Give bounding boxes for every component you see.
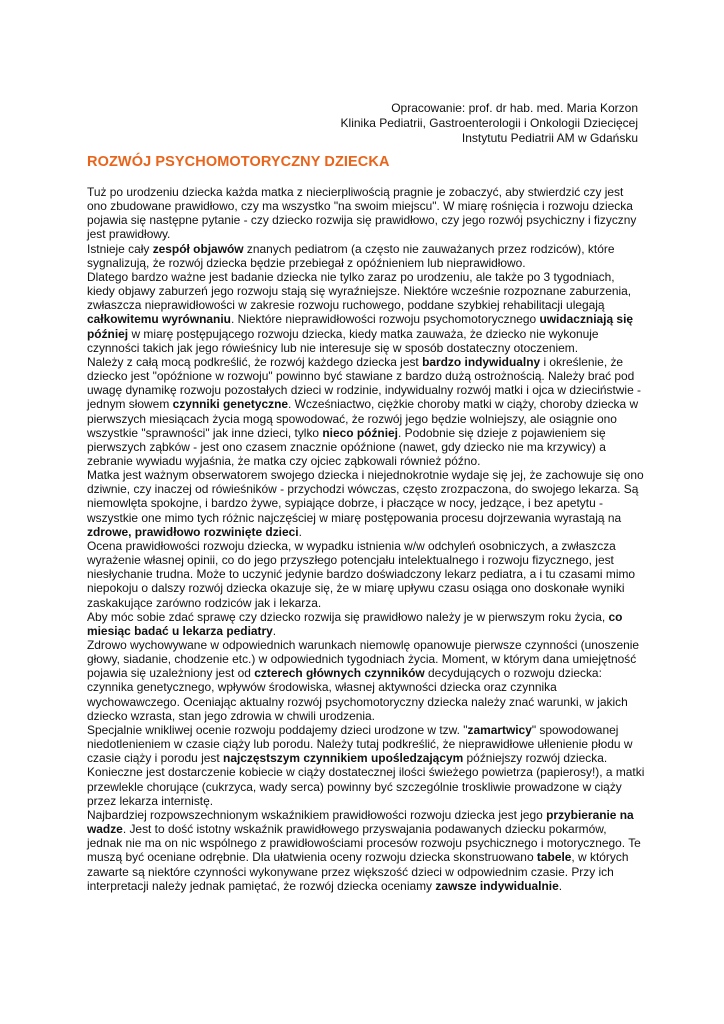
paragraph [87, 808, 645, 893]
emphasis-text: tabele [536, 850, 572, 865]
paragraph-text: Należy z całą mocą podkreślić, że rozwój każdego dziecka jest [87, 354, 423, 369]
paragraph [87, 468, 645, 539]
paragraph-text: . Podobnie się dzieje z pojawieniem się pierwszych ząbków - jest ono czasem znacznie opóźnione (nawet, gdy dziecko nie ma krzywicy) a zebranie wywiadu wyjaśnia, że matka czy ojciec ząbkowali również późno. [87, 425, 606, 468]
paragraph [87, 539, 645, 610]
paragraph-text: Zdrowo wychowywane w odpowiednich warunkach niemowlę opanowuje pierwsze czynności (unoszenie głowy, siadanie, chodzenie etc.) w odpowiednich tygodniach życia. Moment, w którym dana umiejętność pojawia się uzależniony jest od [87, 638, 640, 681]
emphasis-text: co miesiąc badać u lekarza pediatry [87, 609, 623, 638]
emphasis-text: całkowitemu wyrównaniu [87, 312, 231, 327]
paragraph-text: Ocena prawidłowości rozwoju dziecka, w wypadku istnienia w/w odchyleń osobniczych, a zwłaszcza wyrażenie własnej opinii, co do jego przyszłego potencjału intelektualnego i rozwoju fizycznego, jest niesłychanie trudna. Może to uczynić jedynie bardzo doświadczony lekarz pediatra, a i tu czasami mimo niepokoju o dalszy rozwój dziecka okazuje się, że w miarę upływu czasu osiąga ono doskonałe wyniki zaskakujące zarówno rodziców jak i lekarza. [87, 538, 636, 610]
paragraph [87, 638, 645, 723]
document-body [87, 185, 645, 893]
paragraph-text: znanych pediatrom (a często nie zauważanych przez rodziców), które sygnalizują, że rozwój dziecka będzie przebiegał z opóźnieniem lub nieprawidłowo. [87, 241, 615, 270]
paragraph-text: . [298, 524, 302, 539]
paragraph-text: decydujących o rozwoju dziecka: czynnika genetycznego, wpływów środowiska, własnej aktywności dziecka oraz czynnika wychowawczego. Oceniając aktualny rozwój psychomotoryczny dziecka należy znać warunki, w jakich dziecko wzrasta, stan jego zdrowia w chwili urodzenia. [87, 666, 628, 723]
author-line: Opracowanie: prof. dr hab. med. Maria Korzon [391, 101, 638, 115]
emphasis-text: nieco później [322, 425, 398, 440]
paragraph-text: Najbardziej rozpowszechnionym wskaźnikiem prawidłowości rozwoju dziecka jest jego [87, 807, 547, 822]
paragraph-text: w miarę postępującego rozwoju dziecka, kiedy matka zauważa, że dziecko nie wykonuje czynności takich jak jego rówieśnicy lub nie interesuje się w sposób dostateczny otoczeniem. [87, 326, 599, 355]
emphasis-text: przybieranie na wadze [87, 807, 634, 837]
paragraph-text: . [272, 623, 277, 638]
paragraph-text: . Niektóre nieprawidłowości rozwoju psychomotorycznego [230, 312, 540, 327]
paragraph-text: i określenie, że dziecko jest "opóźnione w rozwoju" powinno być stawiane z bardzo dużą ostrożnością. Należy brać pod uwagę dynamikę rozwoju pozostałych dzieci w rodzinie, indywidualny rozwój matki i ojca w dzieciństwie - jednym słowem [87, 354, 642, 412]
institute-line: Instytutu Pediatrii AM w Gdańsku [461, 131, 638, 145]
paragraph [87, 270, 645, 355]
emphasis-text: zespół objawów [152, 241, 244, 256]
paragraph-text: " spowodowanej niedotlenieniem w czasie ciąży lub porodu. Należy tutaj podkreślić, że nieprawidłowe ułlenienie płodu w czasie ciąży i porodu jest [87, 722, 633, 766]
paragraph [87, 610, 645, 638]
paragraph [87, 723, 645, 808]
paragraph [87, 185, 645, 242]
paragraph-text: późniejszy rozwój dziecka. Konieczne jest dostarczenie kobiecie w ciąży dostatecznej ilości świeżego powietrza (papierosy!), a matki przewlekle chorujące (cukrzyca, wady serca) powinny być szczególnie troskliwie prowadzone w ciąży przez lekarza internistę. [87, 751, 645, 808]
paragraph-text: Tuż po urodzeniu dziecka każda matka z niecierpliwością pragnie je zobaczyć, aby stwierdzić czy jest ono zbudowane prawidłowo, czy ma wszystko "na swoim miejscu". W miarę rośnięcia i rozwoju dziecka pojawia się następne pytanie - czy dziecko rozwija się prawidłowo, czy jego rozwój psychiczny i fizyczny jest prawidłowy. [87, 185, 637, 242]
paragraph [87, 355, 645, 468]
emphasis-text: zamartwicy [467, 722, 532, 737]
paragraph-text: . [558, 878, 563, 893]
emphasis-text: czterech głównych czynników [254, 666, 425, 681]
document-title: ROZWÓJ PSYCHOMOTORYCZNY DZIECKA [87, 154, 390, 170]
emphasis-text: zawsze indywidualnie [435, 878, 559, 893]
emphasis-text: bardzo indywidualny [422, 354, 541, 369]
author-block [118, 101, 638, 146]
paragraph-text: . Wcześniactwo, ciężkie choroby matki w ciąży, choroby dziecka w pierwszych miesiącach życia mogą spowodować, że rozwój jego będzie wolniejszy, ale osiągnie ono wszystkie "sprawności" jak inne dzieci, tylko [87, 397, 639, 440]
paragraph-text: Specjalnie wnikliwej ocenie rozwoju poddajemy dzieci urodzone w tzw. " [87, 722, 468, 737]
paragraph-text: Matka jest ważnym obserwatorem swojego dziecka i niejednokrotnie wydaje się jej, że zachowuje się ono dziwnie, czy inaczej od rówieśników - przychodzi wówczas, często zrozpaczona, do swojego lekarza. Są niemowlęta spokojne, i bardzo żywe, sypiające dobrze, i płaczące w nocy, jedzące, i bez apetytu - wszystkie one mimo tych różnic najczęściej w miarę postępowania procesu dojrzewania wyrastają na [87, 468, 644, 525]
paragraph-text: Dlatego bardzo ważne jest badanie dziecka nie tylko zaraz po urodzeniu, ale także po 3 tygodniach, kiedy objawy zaburzeń jego rozwoju stają się wyraźniejsze. Niektóre wcześnie rozpoznane zaburzenia, zwłaszcza nieprawidłowości w zakresie rozwoju ruchowego, poddane szybkiej rehabilitacji ulegają [87, 269, 632, 313]
emphasis-text: uwidaczniają się później [87, 312, 634, 341]
paragraph [87, 242, 645, 270]
affiliation-line: Klinika Pediatrii, Gastroenterologii i Onkologii Dziecięcej [340, 116, 638, 130]
paragraph-text: Istnieje cały [87, 241, 153, 256]
emphasis-text: czynniki genetyczne [172, 397, 289, 412]
emphasis-text: zdrowe, prawidłowo rozwinięte dzieci [87, 524, 299, 539]
paragraph-text: , w których zawarte są niektóre czynności wykonywane przez większość dzieci w odpowiednim czasie. Przy ich interpretacji należy jednak pamiętać, że rozwój dziecka oceniamy [87, 850, 629, 893]
paragraph-text: Aby móc sobie zdać sprawę czy dziecko rozwija się prawidłowo należy je w pierwszym roku życia, [87, 609, 609, 624]
emphasis-text: najczęstszym czynnikiem upośledzającym [223, 751, 464, 766]
paragraph-text: . Jest to dość istotny wskaźnik prawidłowego przyswajania podawanych dziecku pokarmów, jednak nie ma on nic wspólnego z prawidłowościami procesów rozwoju psychicznego i motorycznego. Te muszą być oceniane odrębnie. Dla ułatwienia oceny rozwoju dziecka skonstruowano [87, 822, 641, 865]
